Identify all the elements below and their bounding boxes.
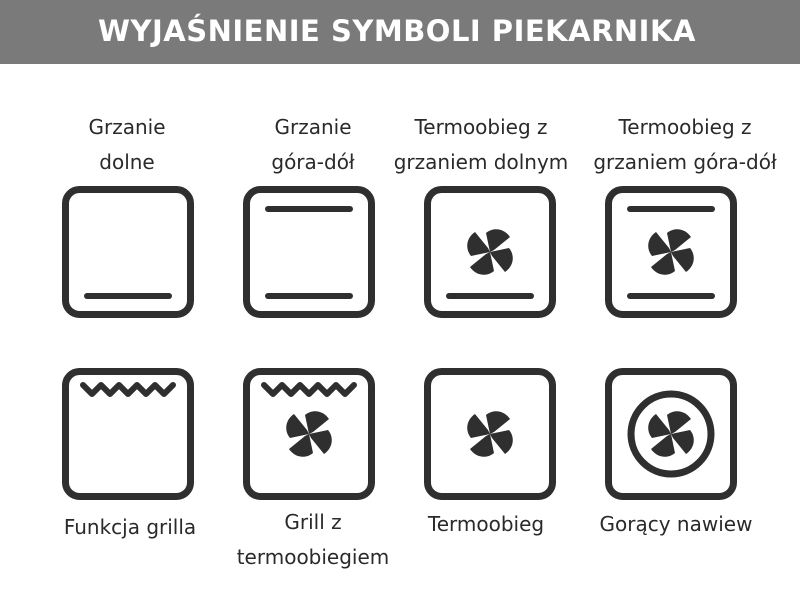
oven-fan-icon bbox=[423, 367, 557, 501]
label-line: Grzanie bbox=[274, 115, 352, 139]
label-line: termoobiegiem bbox=[236, 545, 390, 569]
oven-bottom-heat-icon bbox=[61, 185, 195, 319]
label-line: dolne bbox=[99, 150, 155, 174]
label-line: Gorący nawiew bbox=[599, 512, 753, 536]
label-line: Termoobieg bbox=[427, 512, 545, 536]
label-line: Grill z bbox=[284, 510, 342, 534]
oven-fan-bottom-heat-icon bbox=[423, 185, 557, 319]
oven-hot-air-icon bbox=[604, 367, 738, 501]
label-line: Grzanie bbox=[88, 115, 166, 139]
label-fan-top-bottom-heat bbox=[575, 110, 795, 180]
label-fan-bottom-heat bbox=[371, 110, 591, 180]
label-line: Termoobieg z bbox=[618, 115, 752, 139]
page-title: WYJAŚNIENIE SYMBOLI PIEKARNIKA bbox=[98, 14, 696, 48]
label-line: Funkcja grilla bbox=[63, 515, 197, 539]
grill-zigzag bbox=[83, 385, 173, 394]
oven-top-bottom-heat-icon bbox=[242, 185, 376, 319]
oven-grill-icon bbox=[61, 367, 195, 501]
oven-fan-top-bottom-heat-icon bbox=[604, 185, 738, 319]
label-line: góra-dół bbox=[271, 150, 355, 174]
label-hot-air bbox=[566, 507, 786, 542]
header-banner bbox=[0, 0, 800, 64]
label-line: grzaniem dolnym bbox=[393, 150, 569, 174]
label-line: Termoobieg z bbox=[414, 115, 548, 139]
oven-grill-fan-icon bbox=[242, 367, 376, 501]
label-fan bbox=[376, 507, 596, 542]
grill-zigzag bbox=[264, 385, 354, 394]
label-line: grzaniem góra-dół bbox=[593, 150, 777, 174]
